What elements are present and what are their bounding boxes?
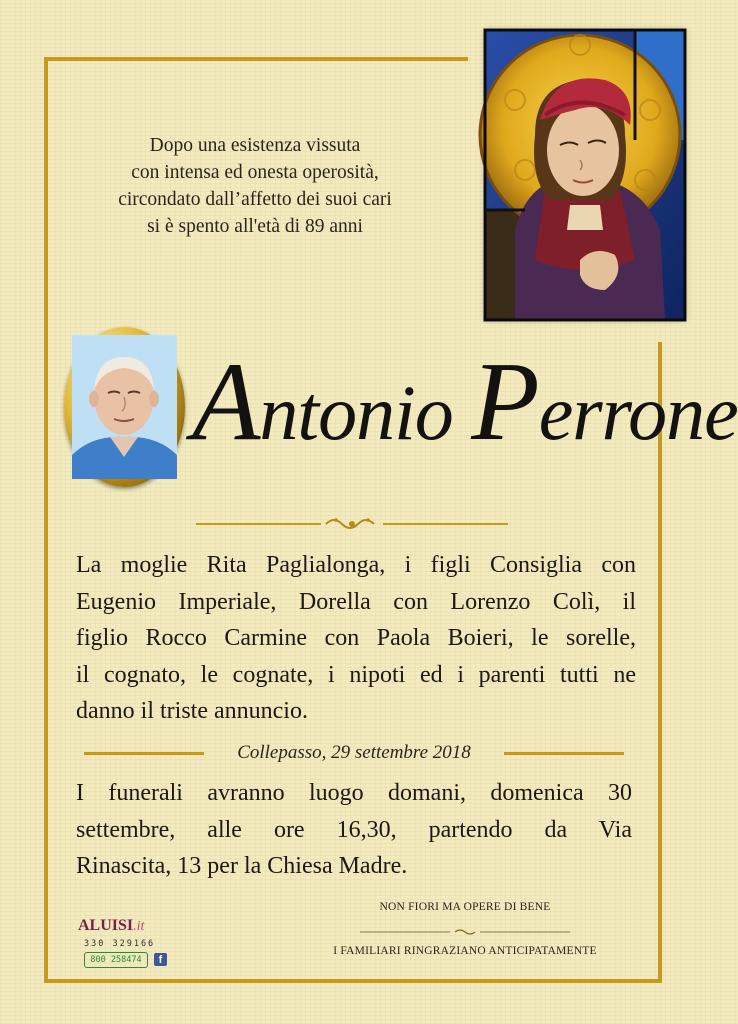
announcement-line: danno il triste annuncio. <box>76 698 308 725</box>
aluisi-logo <box>78 915 178 973</box>
announcement-line: La moglie Rita Paglialonga, i figli Consiglia con <box>76 552 636 578</box>
elderly-man-portrait-illustration <box>72 335 177 479</box>
first-name-rest: ntonio <box>259 369 453 456</box>
intro-text <box>70 132 440 240</box>
stained-glass-angel-illustration <box>485 30 685 320</box>
intro-line: Dopo una esistenza vissuta <box>149 135 361 156</box>
intro-line: con intensa ed onesta operosità, <box>131 162 379 183</box>
ornament-divider <box>196 514 508 534</box>
announcement-text <box>76 547 636 730</box>
portrait-photo <box>72 335 177 479</box>
funeral-line: settembre, alle ore 16,30, partendo da Via <box>76 816 632 843</box>
place-date: Collepasso, 29 settembre 2018 <box>237 742 471 763</box>
logo-phone: 330 329166 <box>84 939 156 949</box>
closing-line-2: I FAMILIARI RINGRAZIANO ANTICIPATAMENTE <box>333 945 597 957</box>
logo-toll-free: 800 258474 <box>84 952 148 968</box>
dateline <box>84 741 624 765</box>
portrait-frame <box>64 327 185 487</box>
intro-line: si è spento all'età di 89 anni <box>147 216 363 237</box>
announcement-line: figlio Rocco Carmine con Paola Boieri, le sorelle, <box>76 625 636 652</box>
closing-line-1: NON FIORI MA OPERE DI BENE <box>379 901 551 913</box>
funeral-line: I funerali avranno luogo domani, domenica 30 <box>76 780 632 806</box>
last-name-rest: errone <box>538 369 738 456</box>
funeral-text <box>76 775 632 885</box>
announcement-line: Eugenio Imperiale, Dorella con Lorenzo Colì, il <box>76 588 636 615</box>
dateline-text-wrap <box>84 741 624 765</box>
funeral-line: Rinascita, 13 per la Chiesa Madre. <box>76 853 408 879</box>
intro-line: circondato dall’affetto dei suoi cari <box>118 189 392 210</box>
logo-brand-suffix: .it <box>133 919 145 934</box>
last-name-initial: P <box>471 340 539 464</box>
saint-image <box>485 30 685 320</box>
frame-left <box>44 57 48 983</box>
logo-brand <box>78 915 144 937</box>
closing-divider <box>360 927 570 937</box>
announcement-line: il cognato, le cognate, i nipoti ed i parenti tutti ne <box>76 661 636 688</box>
frame-top <box>44 57 468 61</box>
first-name-initial: A <box>192 340 260 464</box>
logo-brand-name: ALUISI <box>78 917 134 934</box>
frame-bottom <box>44 979 662 983</box>
facebook-icon: f <box>154 953 167 966</box>
deceased-name <box>192 330 738 475</box>
